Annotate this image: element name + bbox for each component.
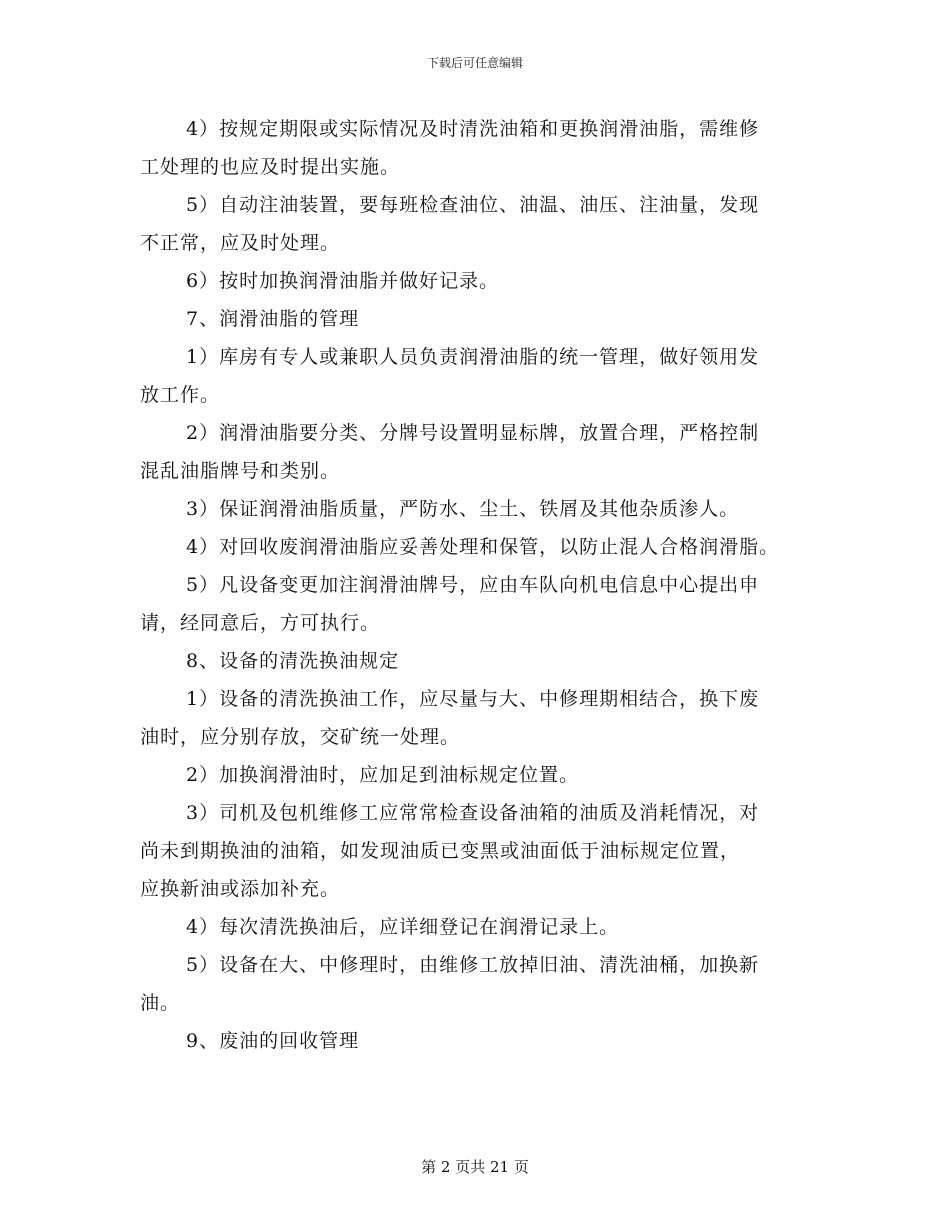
paragraph — [140, 528, 820, 566]
paragraph-line: 3）保证润滑油脂质量，严防水、尘土、铁屑及其他杂质渗人。 — [186, 498, 740, 520]
section-heading — [140, 300, 820, 338]
paragraph — [140, 186, 820, 262]
paragraph-line: 应换新油或添加补充。 — [140, 878, 341, 900]
paragraph-line: 5）设备在大、中修理时，由维修工放掉旧油、清洗油桶，加换新 — [186, 954, 760, 976]
paragraph-line: 5）自动注油装置，要每班检查油位、油温、油压、注油量，发现 — [186, 194, 760, 216]
paragraph — [140, 110, 820, 186]
paragraph-line: 6）按时加换润滑油脂并做好记录。 — [186, 270, 500, 292]
paragraph-line: 请，经同意后，方可执行。 — [140, 612, 381, 634]
paragraph-line: 油。 — [140, 992, 181, 1014]
paragraph-line: 混乱油脂牌号和类别。 — [140, 460, 341, 482]
paragraph — [140, 946, 820, 1022]
paragraph-line: 1）设备的清洗换油工作，应尽量与大、中修理期相结合，换下废 — [186, 688, 760, 710]
paragraph — [140, 908, 820, 946]
paragraph-line: 尚未到期换油的油箱，如发现油质已变黑或油面低于油标规定位置， — [140, 840, 741, 862]
paragraph-line: 8、设备的清洗换油规定 — [186, 650, 400, 672]
paragraph-line: 2）润滑油脂要分类、分牌号设置明显标牌，放置合理，严格控制 — [186, 422, 760, 444]
paragraph-line: 4）按规定期限或实际情况及时清洗油箱和更换润滑油脂，需维修 — [186, 118, 760, 140]
paragraph-line: 4）对回收废润滑油脂应妥善处理和保管，以防止混人合格润滑脂。 — [186, 536, 780, 558]
paragraph — [140, 756, 820, 794]
paragraph — [140, 680, 820, 756]
section-heading — [140, 642, 820, 680]
paragraph-line: 3）司机及包机维修工应常常检查设备油箱的油质及消耗情况，对 — [186, 802, 760, 824]
paragraph — [140, 490, 820, 528]
page-number: 第 2 页共 21 页 — [421, 1158, 529, 1176]
paragraph — [140, 794, 820, 908]
paragraph-line: 2）加换润滑油时，应加足到油标规定位置。 — [186, 764, 580, 786]
paragraph — [140, 566, 820, 642]
paragraph-line: 9、废油的回收管理 — [186, 1030, 360, 1052]
page-header: 下载后可任意编辑 — [426, 56, 523, 70]
paragraph-line: 5）凡设备变更加注润滑油牌号，应由车队向机电信息中心提出申 — [186, 574, 760, 596]
paragraph — [140, 262, 820, 300]
paragraph-line: 放工作。 — [140, 384, 221, 406]
paragraph-line: 油时，应分别存放，交矿统一处理。 — [140, 726, 461, 748]
paragraph-line: 工处理的也应及时提出实施。 — [140, 156, 401, 178]
paragraph-line: 7、润滑油脂的管理 — [186, 308, 360, 330]
document-body — [140, 110, 820, 1060]
section-heading — [140, 1022, 820, 1060]
paragraph-line: 不正常，应及时处理。 — [140, 232, 341, 254]
paragraph — [140, 338, 820, 414]
paragraph-line: 4）每次清洗换油后，应详细登记在润滑记录上。 — [186, 916, 620, 938]
paragraph — [140, 414, 820, 490]
paragraph-line: 1）库房有专人或兼职人员负责润滑油脂的统一管理，做好领用发 — [186, 346, 760, 368]
